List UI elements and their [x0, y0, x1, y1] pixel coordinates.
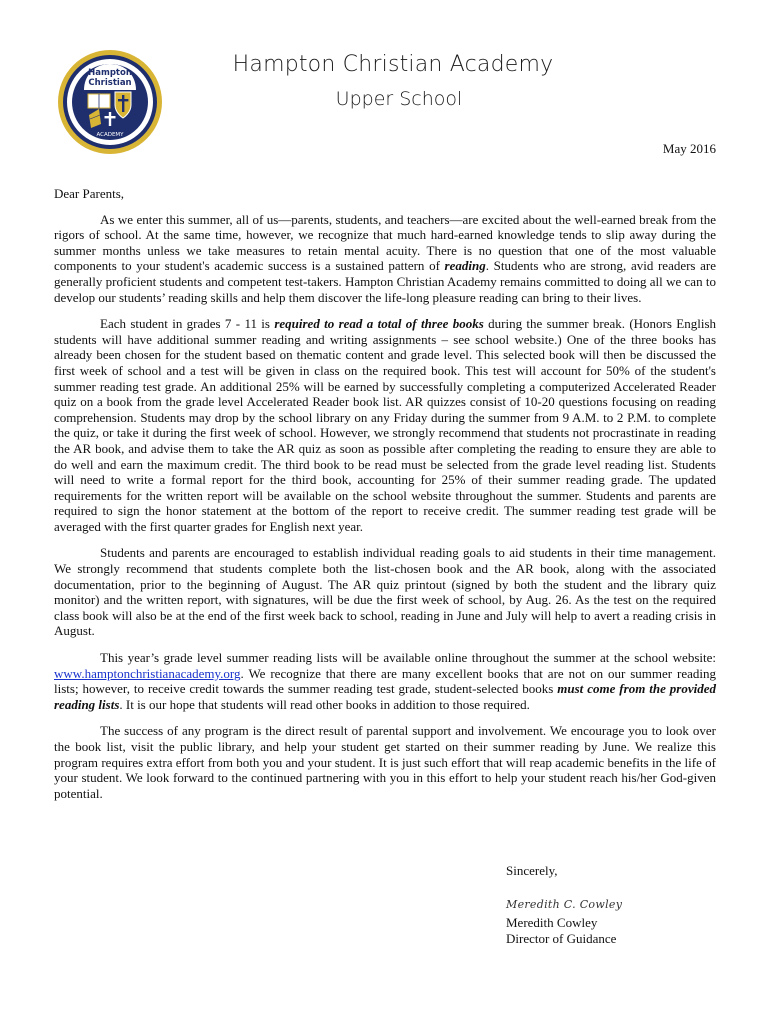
signer-title: Director of Guidance — [506, 931, 617, 946]
paragraph-1 — [54, 212, 716, 306]
paragraph-1-text-a: As we enter this summer, all of us—parents, students, and teachers—are excited about the well-earned break from the rigors of school. At the same time, however, we recognize that much hard-earned knowledge tends to slip away during the summer months unless we take measures to retain mental acuity. There is no question that one of the most valuable components to your student's academic success is a sustained pattern of — [54, 211, 716, 274]
paragraph-2-text-b: during the summer break. (Honors English students will have additional summer reading and writing assignments – see school website.) One of the three books has already been chosen for the student based on thematic content and grade level. This selected book will then be discussed the first week of school and a test will be given in class on the required book. This test will account for 50% of the student's summer reading test grade. An additional 25% will be earned by successfully completing a computerized Accelerated Reader quiz on a book from the grade level Accelerated Reader book list. AR quizzes consist of 10-20 questions focusing on reading comprehension. Students may drop by the school library on any Friday during the summer from 9 A.M. to 2 P.M. to complete the quiz, or take it during the first week of school. However, we strongly recommend that students not procrastinate in reading the AR book, and advise them to take the AR quiz as soon as possible after completing the reading to ensure they are able to do well and earn the maximum credit. The third book to be read must be selected from the grade level reading list. Students will need to write a formal report for the third book, accounting for 25% of their summer reading grade. The updated requirements for the written report will be available on the school website throughout the summer. Students and parents are required to sign the honor statement at the bottom of the report to receive credit. The summer reading test grade will be averaged with the first quarter grades for English next year. — [54, 316, 717, 534]
paragraph-4-text-c: . It is our hope that students will read other books in addition to those required. — [119, 696, 530, 712]
signer-name: Meredith Cowley — [506, 915, 598, 930]
paragraph-4-text-a: This year’s grade level summer reading lists will be available online throughout the summer at the school website: — [100, 650, 716, 666]
paragraph-3: Students and parents are encouraged to establish individual reading goals to aid students in their time management. We strongly recommend that students complete both the list-chosen book and the AR book, along with the associated documentation, prior to the beginning of August. The AR quiz printout (signed by both the student and the library quiz monitor) and the written report, with signatures, will be due the first week of school, by Aug. 26. As the test on the required class book will also be at the end of the first week back to school, reading in June and July will help to avert a reading crisis in August. — [54, 545, 716, 639]
paragraph-1-text-b: . Students who are strong, avid readers are generally proficient students and competent test-takers. Hampton Christian Academy remains committed to doing all we can to develop our students’ reading skills and help them discover the life-long pleasure reading can bring to their lives. — [54, 258, 716, 305]
division-name: Upper School — [335, 88, 463, 110]
seal-text-top: Hampton — [88, 68, 132, 78]
sign-off: Sincerely, — [506, 863, 558, 878]
paragraph-4 — [54, 650, 716, 712]
school-website-link[interactable]: www.hamptonchristianacademy.org — [54, 665, 241, 681]
seal-text-bottom: ACADEMY — [96, 132, 124, 138]
paragraph-2-text-a: Each student in grades 7 - 11 is — [100, 316, 275, 332]
paragraph-2-emphasis: required to read a total of three books — [274, 316, 484, 332]
letter-date: May 2016 — [662, 141, 716, 156]
school-name: Hampton Christian Academy — [232, 52, 554, 77]
letter-body — [54, 186, 716, 812]
letter-closing — [506, 863, 622, 947]
handwritten-signature: Meredith C. Cowley — [506, 898, 623, 911]
paragraph-5: The success of any program is the direct result of parental support and involvement. We encourage you to look over the book list, visit the public library, and help your student get started on their summer reading by June. We realize this program requires extra effort from both you and your student. It is just such effort that will reap academic benefits in the life of your student. We look forward to the continued partnering with you in this effort to help your student reach his/her God-given potential. — [54, 723, 716, 801]
paragraph-2 — [54, 316, 716, 534]
salutation: Dear Parents, — [54, 186, 125, 201]
paragraph-4-emphasis: must come from the provided reading lists — [54, 681, 716, 712]
paragraph-1-emphasis: reading — [444, 258, 486, 274]
seal-text-middle: Christian — [88, 78, 132, 88]
paragraph-4-text-b: . We recognize that there are many excellent books that are not on our summer reading lists; however, to receive credit towards the summer reading test grade, student-selected books — [54, 665, 716, 697]
